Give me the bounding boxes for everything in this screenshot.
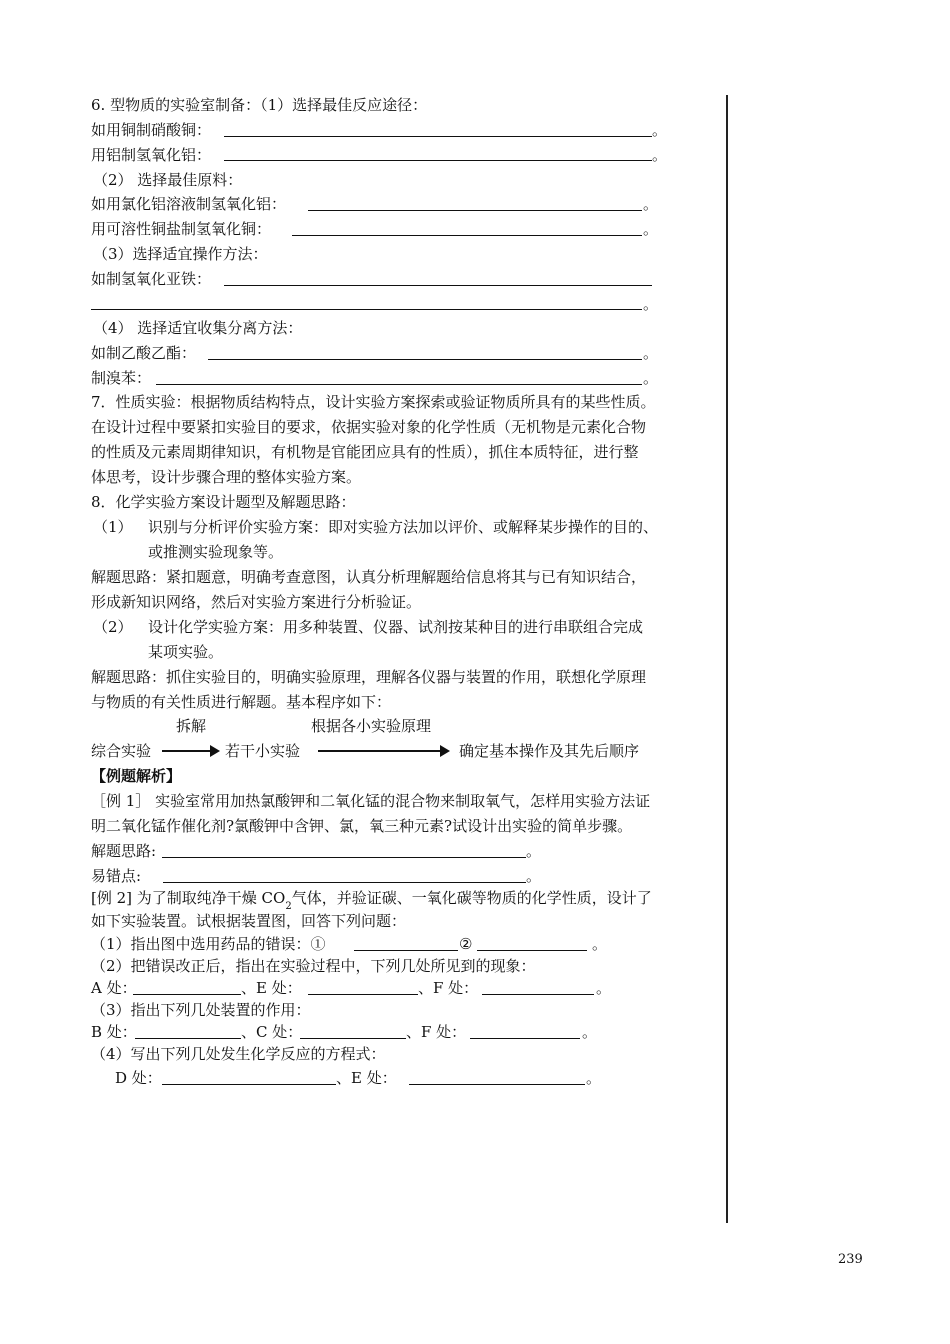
s6-sub-2: （2） 选择最佳原料： [93, 171, 243, 189]
s8-2-think-1: 解题思路：抓住实验目的，明确实验原理，理解各仪器与装置的作用，联想化学原理 [91, 668, 647, 686]
s8-1-think-1: 解题思路：紧扣题意，明确考查意图，认真分析理解题给信息将其与已有知识结合， [91, 568, 647, 586]
q3-b-label: B 处： [91, 1023, 137, 1041]
period: 。 [643, 344, 659, 362]
period: 。 [592, 935, 608, 953]
s8-1-think-2: 形成新知识网络，然后对实验方案进行分析验证。 [91, 593, 422, 611]
right-margin-rule [726, 95, 728, 1223]
answer-blank[interactable] [162, 1084, 336, 1085]
s8-2-line-2: 某项实验。 [148, 643, 224, 661]
s6-fe-label: 如制氢氧化亚铁： [91, 270, 212, 288]
ex2-line-2: 如下实验装置。试根据装置图，回答下列问题： [91, 912, 407, 930]
q1-text: （1）指出图中选用药品的错误：① [91, 935, 326, 953]
q4-text: （4）写出下列几处发生化学反应的方程式： [91, 1045, 386, 1063]
period: 。 [652, 146, 668, 164]
q3-text: （3）指出下列几处装置的作用： [91, 1001, 311, 1019]
q3-c-label: 、C 处： [241, 1023, 303, 1041]
answer-blank[interactable] [162, 857, 526, 858]
answer-blank[interactable] [135, 1038, 241, 1039]
period: 。 [582, 1023, 598, 1041]
ex2-line-1 [91, 888, 652, 911]
answer-blank[interactable] [308, 210, 642, 211]
ex2-line-1a: [例 2] 为了制取纯净干燥 CO [91, 889, 286, 907]
ex1-think-label: 解题思路: [91, 842, 157, 860]
s6-cu-label: 如用铜制硝酸铜： [91, 121, 212, 139]
s8-2-number: （2） [93, 618, 133, 636]
answer-blank[interactable] [208, 359, 642, 360]
answer-blank[interactable] [224, 285, 652, 286]
s6-bromo-label: 制溴苯： [91, 369, 152, 387]
q2-f-label: 、F 处： [418, 979, 479, 997]
s8-1-number: （1） [93, 518, 133, 536]
flow-arrow-2 [318, 750, 448, 752]
s7-line-4: 体思考，设计步骤合理的整体实验方案。 [91, 468, 362, 486]
flow-node-c: 确定基本操作及其先后顺序 [459, 742, 640, 760]
co2-subscript: 2 [285, 901, 292, 912]
answer-blank[interactable] [300, 1038, 406, 1039]
period: 。 [652, 121, 668, 139]
s6-al-label: 用铝制氢氧化铝： [91, 146, 212, 164]
answer-blank[interactable] [224, 160, 652, 161]
answer-blank[interactable] [477, 950, 587, 951]
example-header: 【例题解析】 [91, 767, 182, 785]
flow-node-b: 若干小实验 [225, 742, 301, 760]
page-number: 239 [838, 1252, 863, 1267]
ex2-line-1b: 气体，并验证碳、一氧化碳等物质的化学性质，设计了 [291, 889, 652, 907]
answer-blank[interactable] [308, 994, 418, 995]
s6-cusalt-label: 用可溶性铜盐制氢氧化铜： [91, 220, 272, 238]
q1-mark-2: ② [459, 935, 473, 953]
s6-sub-3: （3）选择适宜操作方法： [93, 245, 268, 263]
s8-2-think-2: 与物质的有关性质进行解题。基本程序如下： [91, 693, 392, 711]
period: 。 [596, 979, 612, 997]
s8-1-line-1: 识别与分析评价实验方案：即对实验方法加以评价、或解释某步操作的目的、 [148, 518, 659, 536]
answer-blank[interactable] [470, 1038, 580, 1039]
flow-top-label-2: 根据各小实验原理 [311, 717, 432, 735]
answer-blank[interactable] [292, 235, 642, 236]
q2-e-label: 、E 处： [241, 979, 302, 997]
s8-2-line-1: 设计化学实验方案：用多种装置、仪器、试剂按某种目的进行串联组合完成 [148, 618, 644, 636]
s6-sub-4: （4） 选择适宜收集分离方法： [93, 319, 303, 337]
flow-top-label-1: 拆解 [176, 717, 207, 735]
period: 。 [643, 220, 659, 238]
q2-text: （2）把错误改正后，指出在实验过程中，下列几处所见到的现象： [91, 957, 536, 975]
period: 。 [526, 842, 542, 860]
s7-line-1: 7．性质实验：根据物质结构特点，设计实验方案探索或验证物质所具有的某些性质。 [91, 393, 656, 411]
period: 。 [643, 369, 659, 387]
s7-line-3: 的性质及元素周期律知识，有机物是官能团应具有的性质），抓住本质特征，进行整 [91, 443, 639, 461]
period: 。 [643, 295, 659, 313]
flow-node-a: 综合实验 [91, 742, 152, 760]
q3-f-label: 、F 处： [406, 1023, 467, 1041]
answer-blank[interactable] [163, 882, 526, 883]
answer-blank[interactable] [156, 384, 642, 385]
ex1-line-1: ［例 1］ 实验室常用加热氯酸钾和二氧化锰的混合物来制取氧气，怎样用实验方法证 [91, 792, 651, 810]
s8-1-line-2: 或推测实验现象等。 [148, 543, 284, 561]
q2-a-label: A 处： [91, 979, 137, 997]
period: 。 [643, 195, 659, 213]
s6-ester-label: 如制乙酸乙酯： [91, 344, 197, 362]
answer-blank[interactable] [224, 136, 652, 137]
answer-blank[interactable] [409, 1084, 585, 1085]
answer-blank[interactable] [133, 994, 241, 995]
answer-blank[interactable] [354, 950, 458, 951]
period: 。 [526, 867, 542, 885]
q4-d-label: D 处： [115, 1069, 162, 1087]
ex1-error-label: 易错点: [91, 867, 142, 885]
period: 。 [586, 1069, 602, 1087]
s7-line-2: 在设计过程中要紧扣实验目的要求，依据实验对象的化学性质（无机物是元素化合物 [91, 418, 647, 436]
answer-blank[interactable] [91, 309, 642, 310]
q4-e-label: 、E 处： [336, 1069, 397, 1087]
answer-blank[interactable] [482, 994, 594, 995]
ex1-line-2: 明二氧化锰作催化剂?氯酸钾中含钾、氯，氧三种元素?试设计出实验的简单步骤。 [91, 817, 633, 835]
s6-alcl-label: 如用氯化铝溶液制氢氧化铝： [91, 195, 287, 213]
s6-title: 6. 型物质的实验室制备：（1）选择最佳反应途径： [91, 96, 428, 114]
flow-arrow-1 [162, 750, 218, 752]
s8-title: 8．化学实验方案设计题型及解题思路： [91, 493, 356, 511]
